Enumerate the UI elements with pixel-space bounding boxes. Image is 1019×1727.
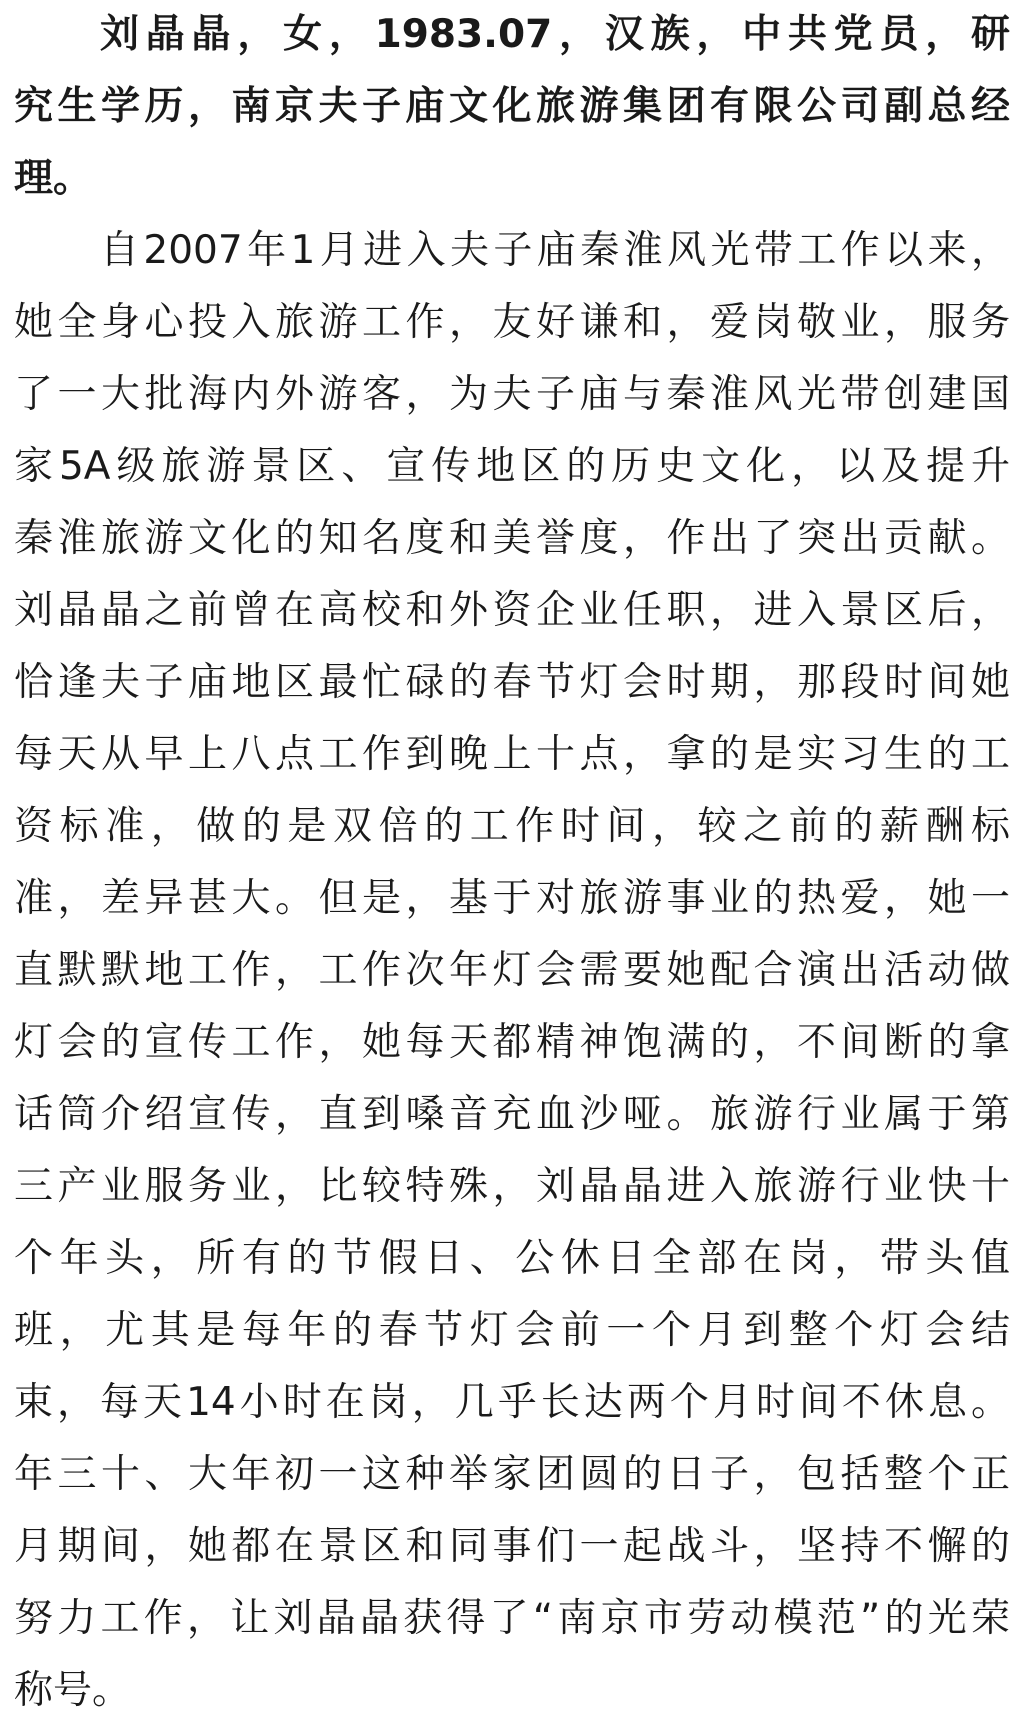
text-line: 理。 <box>14 156 93 201</box>
text-line: 恰逢夫子庙地区最忙碌的春节灯会时期，那段时间她 <box>14 660 1010 705</box>
paragraph-profile <box>14 0 1010 215</box>
text-line: 束，每天14小时在岗，几乎长达两个月时间不休息。 <box>14 1380 1010 1425</box>
text-line: 自2007年1月进入夫子庙秦淮风光带工作以来， <box>100 228 1010 273</box>
text-line: 究生学历，南京夫子庙文化旅游集团有限公司副总经 <box>14 84 1010 129</box>
text-line: 刘晶晶之前曾在高校和外资企业任职，进入景区后， <box>14 588 1010 633</box>
paragraph-biography <box>14 215 1010 1727</box>
text-line: 三产业服务业，比较特殊，刘晶晶进入旅游行业快十 <box>14 1164 1010 1209</box>
text-line: 年三十、大年初一这种举家团圆的日子，包括整个正 <box>14 1452 1010 1497</box>
text-line: 准，差异甚大。但是，基于对旅游事业的热爱，她一 <box>14 876 1010 921</box>
text-line: 称号。 <box>14 1668 132 1713</box>
text-line: 努力工作，让刘晶晶获得了“南京市劳动模范”的光荣 <box>14 1596 1010 1641</box>
text-line: 班，尤其是每年的春节灯会前一个月到整个灯会结 <box>14 1308 1010 1353</box>
text-line: 话筒介绍宣传，直到嗓音充血沙哑。旅游行业属于第 <box>14 1092 1010 1137</box>
text-line: 个年头，所有的节假日、公休日全部在岗，带头值 <box>14 1236 1010 1281</box>
text-line: 她全身心投入旅游工作，友好谦和，爱岗敬业，服务 <box>14 300 1010 345</box>
text-line: 秦淮旅游文化的知名度和美誉度，作出了突出贡献。 <box>14 516 1010 561</box>
text-line: 了一大批海内外游客，为夫子庙与秦淮风光带创建国 <box>14 372 1010 417</box>
text-line: 刘晶晶，女，1983.07，汉族，中共党员，研 <box>100 12 1010 57</box>
text-line: 每天从早上八点工作到晚上十点，拿的是实习生的工 <box>14 732 1010 777</box>
text-line: 月期间，她都在景区和同事们一起战斗，坚持不懈的 <box>14 1524 1010 1569</box>
text-line: 家5A级旅游景区、宣传地区的历史文化，以及提升 <box>14 444 1010 489</box>
article-body <box>14 0 1010 1727</box>
text-line: 直默默地工作，工作次年灯会需要她配合演出活动做 <box>14 948 1010 993</box>
text-line: 灯会的宣传工作，她每天都精神饱满的，不间断的拿 <box>14 1020 1010 1065</box>
text-line: 资标准，做的是双倍的工作时间，较之前的薪酬标 <box>14 804 1010 849</box>
